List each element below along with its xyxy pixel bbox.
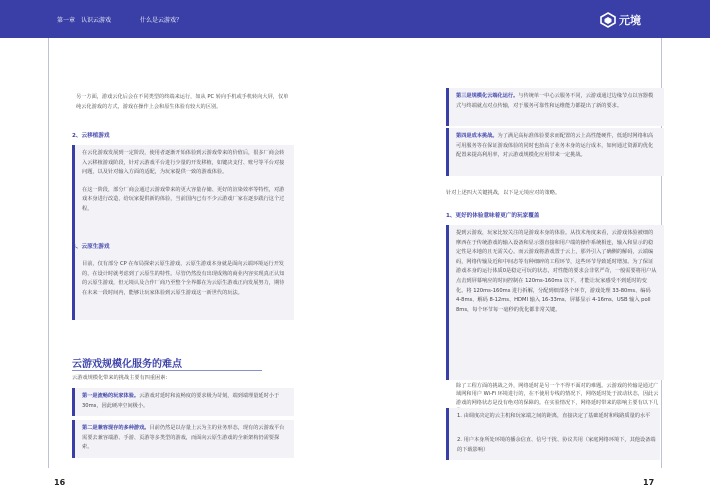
challenge-1-lead: 第一是流畅的玩家体验。 [82, 393, 140, 399]
native-paragraph: 目前，仅有部分 CP 在布局探索云原生游戏，云原生游戏本身就是面向云端环境运行开发的，在设计时就考虑到了云原生的特性。尽管仍然没有出现成熟的商业内容实现真正认知的云原生游戏，但元境认及合作厂商乃至整个全界都在为云原生游戏正向发展努力，期待在未来一段时间内，能够让玩家体验到云原生游戏这一新世代的玩法。 [82, 261, 285, 296]
header-bar [0, 0, 710, 38]
chapter-title: 第一章 认识云游戏 [57, 17, 112, 24]
challenge-2-body: 目前仍然是以存量上云为主的业务形态，现有的云游戏平台需要去兼容端游、手游、页游等多类型的游戏，而面向云原生游戏的全新架构仍需要探索。 [82, 425, 285, 451]
section-intro: 云游戏规模化带来的挑战主要有四重困素： [72, 375, 171, 381]
experience-box [446, 225, 664, 380]
left-margin-line [48, 38, 49, 468]
page-number-left: 16 [54, 478, 66, 487]
challenge-3-body: 与传统单一中心云服务不同，云游戏通过边缘节点以容器模式与终端就点对点传输，对于服务可靠性和运维能力都提出了新的要求。 [456, 93, 654, 109]
impact-list [446, 408, 660, 460]
challenge-1-box [72, 388, 294, 416]
challenge-2-lead: 第二是兼容现存的多种游戏。 [82, 425, 150, 431]
impact-list-item-1: 1. 由调度决定的云主机和玩家端之间的距离，直接决定了基础延时和线路质量的水平 [457, 413, 651, 419]
challenge-1-body: 云游戏对延时和流畅度的要求极为苛刻，端到端理量延时小于 30ms，因此硬冲空间极小。 [82, 393, 280, 409]
section-title: 云游戏规模化服务的难点 [72, 359, 182, 370]
porting-paragraph-2: 在这一阶段，部分厂商会通过云游戏带来的更大容量存储、更好的渲染效率等特性，对游戏本身进行改造，给玩家提供新的体验，当前国内已有不少云游戏厂家在逐步践行这个过程。 [82, 186, 285, 212]
challenge-4-text [456, 132, 657, 161]
challenge-4-lead: 第四是成本挑战。 [456, 133, 498, 139]
challenge-4-body: 为了满足高标准体验要求而配置的云上高性能硬件，低延时网络和高可用服务等在保证游戏体验的同时也抬高了业务本身的运行成本，如何通过资源的优化配置来提高利用率，对云游戏规模化应用带来一定挑战。 [456, 133, 654, 159]
challenge-1-text [82, 392, 287, 411]
challenge-3-box [446, 88, 664, 126]
brand-logo [600, 10, 641, 30]
page-number-right: 17 [643, 478, 655, 487]
logo-icon [600, 12, 616, 28]
experience-paragraph: 提到云游戏，玩家比较关注的是游戏本身的体验。从技术角度来看，云游戏体验被细的摩西在于传统游戏的输入设备和显示器直接和用户端的操作系统相连，输入和显示的稳定性是本地的且无需关心。而云游戏将游戏置于云上，那外引入了确侧的解码，云端编码，网络传输及近和中间态等有种细碎的工程环节，这些环节导致延时增加。为了保证游戏本身的运行体质0是稳定可玩的状态，对性能的要求会非常严苛，一般需要将用户从点击到屏幕响应的时间控制在 120ms-160ms 以下，才能让玩家感受不到延时的变化。将 120ms-160ms 进行拆解，分配到细部各个环节，游戏处理 33-80ms、编码 4-8ms、解码 8-12ms、HDMI 输入 16-33ms、屏幕显示 4-16ms、USB 输入 poll 8ms，每个环节每一毫秒的优化都非常关键。 [456, 230, 657, 313]
chapter-subtitle: 什么是云游戏？ [140, 17, 183, 24]
challenge-2-box [72, 420, 294, 458]
heading-porting-games: 2、云移植游戏 [72, 133, 110, 139]
logo-text: 元境 [619, 14, 641, 27]
heading-native-games: 3、云原生游戏 [72, 244, 110, 250]
strategy-summary: 针对上述四大关键挑战，以下是元境应对的策略。 [446, 190, 561, 196]
section-rule [72, 370, 262, 371]
challenge-4-box [446, 128, 664, 176]
heading-experience: 1、更好的体验意味着更广的玩家覆盖 [446, 213, 540, 219]
network-paragraph: 除了工程方面的挑战之外，网络延时是另一个不得不面对的难题。云游戏的传输是通过广域网和用户 Wi-Fi 环境进行的，在不使用专线的情况下，网络延时处于波动状态，因此云游戏的网络状态是没有绝对的保障的。在实验情况下，网络延时带来的影响主要有以下几 [456, 383, 659, 406]
native-box [72, 256, 294, 320]
challenge-3-text [456, 92, 657, 111]
intro-paragraph: 另一方面，游戏云化后会在不同类型的终端来运行，如从 PC 转向手机或手机转向大屏，仅单纯云化游戏的方式，游戏在操作上会和原生体验有较大的区别。 [76, 94, 289, 110]
challenge-2-text [82, 424, 287, 453]
porting-paragraph-1: 在云化游戏发展到一定阶段，使用者逐渐开始体验到云游戏带来的价值后，很多厂商会转入云移植游戏阶段，针对云游戏平台进行少量的开发移植，如键决支付、账号等平台对接问题，以及针对输入方面的适配，为玩家提供一致的游戏体验。 [82, 150, 285, 176]
challenge-3-lead: 第三是规模化云端化运行。 [456, 93, 519, 99]
impact-list-item-2: 2. 用户本身所处环境的播余信直、信号干扰、协议共用（家庭网络环境下，其他设备端的下载影响） [457, 437, 656, 453]
